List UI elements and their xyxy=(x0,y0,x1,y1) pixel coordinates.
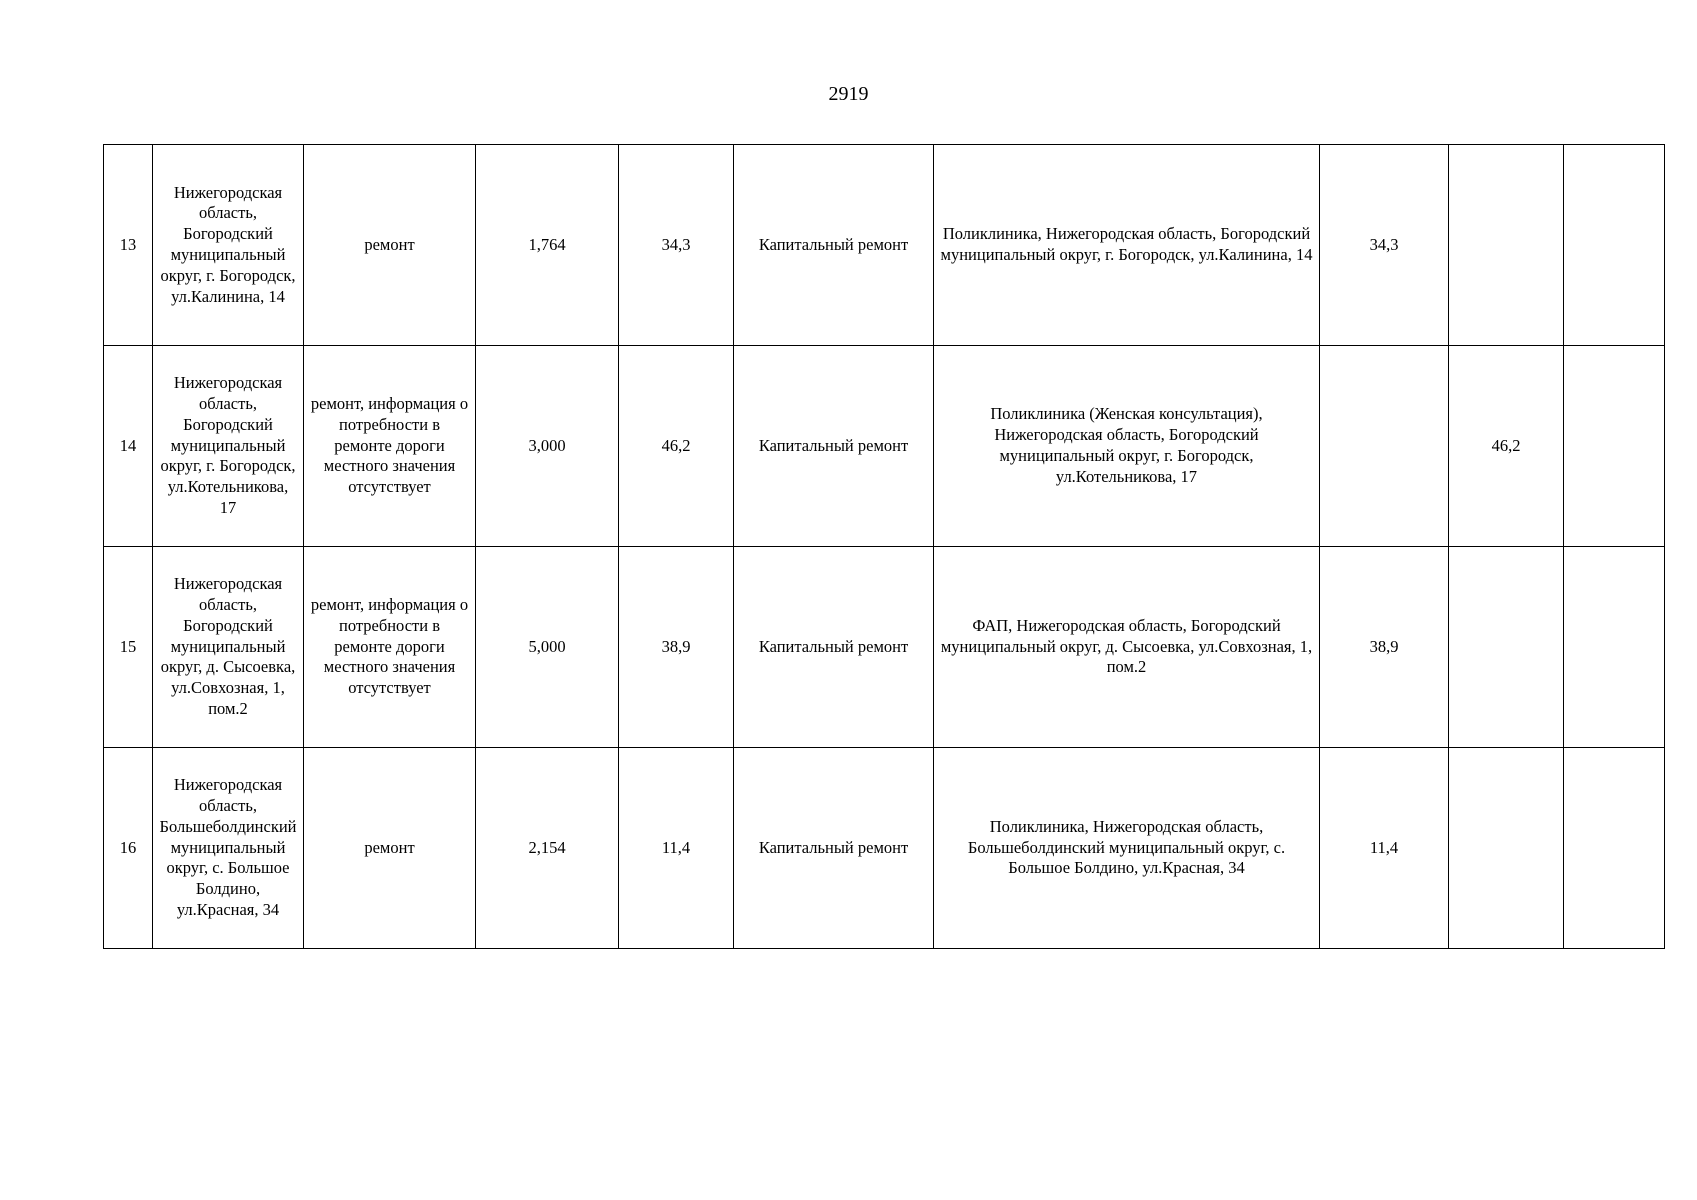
col9-cell xyxy=(1449,547,1564,748)
table-row xyxy=(104,547,1665,748)
work-type-cell: Капитальный ремонт xyxy=(734,748,934,949)
col8-cell: 34,3 xyxy=(1320,145,1449,346)
table-row xyxy=(104,145,1665,346)
work-type-cell: Капитальный ремонт xyxy=(734,346,934,547)
area-cell: 46,2 xyxy=(619,346,734,547)
work-cell: ремонт xyxy=(304,145,476,346)
object-cell: Поликлиника, Нижегородская область, Богородский муниципальный округ, г. Богородск, ул.Калинина, 14 xyxy=(934,145,1320,346)
col8-cell xyxy=(1320,346,1449,547)
work-cell: ремонт, информация о потребности в ремонте дороги местного значения отсутствует xyxy=(304,346,476,547)
row-number-cell: 16 xyxy=(104,748,153,949)
value-cell: 5,000 xyxy=(476,547,619,748)
col8-cell: 11,4 xyxy=(1320,748,1449,949)
table-row xyxy=(104,346,1665,547)
object-cell: Поликлиника (Женская консультация), Нижегородская область, Богородский муниципальный округ, г. Богородск, ул.Котельникова, 17 xyxy=(934,346,1320,547)
value-cell: 1,764 xyxy=(476,145,619,346)
area-cell: 38,9 xyxy=(619,547,734,748)
address-cell: Нижегородская область, Богородский муниципальный округ, д. Сысоевка, ул.Совхозная, 1, пом.2 xyxy=(153,547,304,748)
page-number: 2919 xyxy=(828,83,869,105)
col10-cell xyxy=(1564,346,1665,547)
col10-cell xyxy=(1564,547,1665,748)
work-cell: ремонт xyxy=(304,748,476,949)
object-cell: Поликлиника, Нижегородская область, Большеболдинский муниципальный округ, с. Большое Болдино, ул.Красная, 34 xyxy=(934,748,1320,949)
work-cell: ремонт, информация о потребности в ремонте дороги местного значения отсутствует xyxy=(304,547,476,748)
row-number-cell: 14 xyxy=(104,346,153,547)
row-number-cell: 13 xyxy=(104,145,153,346)
col9-cell xyxy=(1449,145,1564,346)
col9-cell xyxy=(1449,748,1564,949)
col10-cell xyxy=(1564,145,1665,346)
data-table xyxy=(103,144,1665,949)
col8-cell: 38,9 xyxy=(1320,547,1449,748)
object-cell: ФАП, Нижегородская область, Богородский муниципальный округ, д. Сысоевка, ул.Совхозная, 1, пом.2 xyxy=(934,547,1320,748)
address-cell: Нижегородская область, Богородский муниципальный округ, г. Богородск, ул.Калинина, 14 xyxy=(153,145,304,346)
col9-cell: 46,2 xyxy=(1449,346,1564,547)
col10-cell xyxy=(1564,748,1665,949)
table-row xyxy=(104,748,1665,949)
value-cell: 2,154 xyxy=(476,748,619,949)
value-cell: 3,000 xyxy=(476,346,619,547)
address-cell: Нижегородская область, Богородский муниципальный округ, г. Богородск, ул.Котельникова, 17 xyxy=(153,346,304,547)
area-cell: 11,4 xyxy=(619,748,734,949)
address-cell: Нижегородская область, Большеболдинский муниципальный округ, с. Большое Болдино, ул.Красная, 34 xyxy=(153,748,304,949)
area-cell: 34,3 xyxy=(619,145,734,346)
work-type-cell: Капитальный ремонт xyxy=(734,547,934,748)
row-number-cell: 15 xyxy=(104,547,153,748)
work-type-cell: Капитальный ремонт xyxy=(734,145,934,346)
